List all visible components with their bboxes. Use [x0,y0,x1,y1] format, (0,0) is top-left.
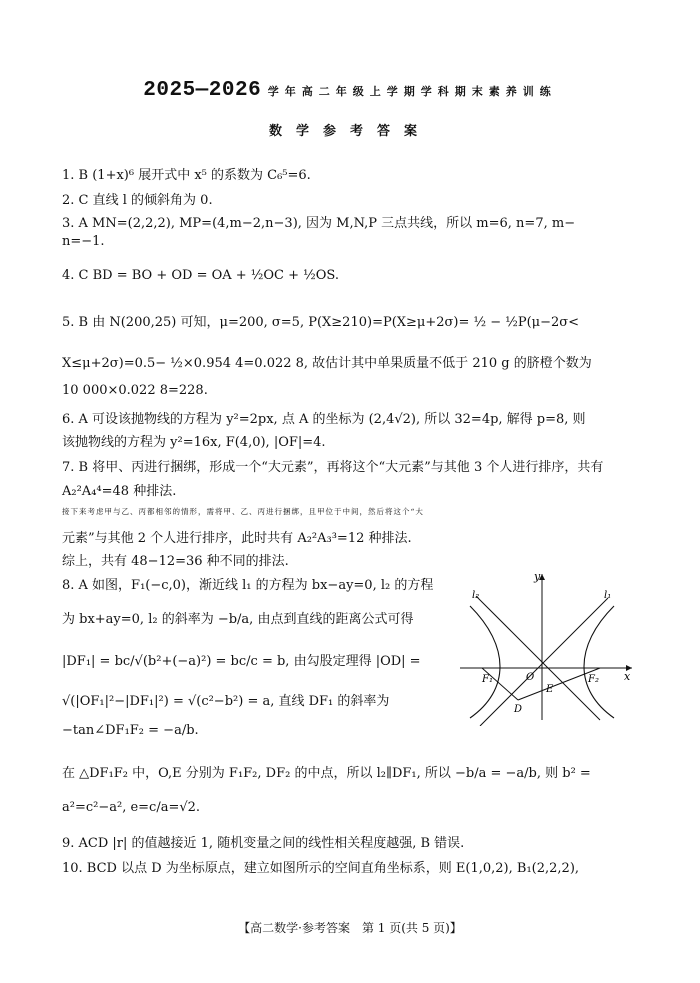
page-title [0,78,700,102]
label-E: E [546,684,554,695]
answer-8-cont-2: |DF₁| = bc/√(b²+(−a)²) = bc/c = b, 由勾股定理得 |OD| = [62,654,421,669]
answer-7-cont-2: 接下来考虑甲与乙、丙都相邻的情形，需将甲、乙、丙进行捆绑，且甲位于中间，然后将这个“大 [62,507,424,516]
label-D: D [514,704,523,715]
label-F1: F₁ [482,674,493,685]
answer-5-cont-2: 10 000×0.022 8=228. [62,383,208,398]
answer-2: 2. C 直线 l 的倾斜角为 0. [62,193,213,208]
answer-1: 1. B (1+x)⁶ 展开式中 x⁵ 的系数为 C₆⁵=6. [62,168,311,183]
title-years: 2025—2026 [143,79,262,102]
hyperbola-left-branch [470,606,500,718]
answer-8-cont-4: −tan∠DF₁F₂ = −a/b. [62,723,199,738]
answer-10: 10. BCD 以点 D 为坐标原点，建立如图所示的空间直角坐标系，则 E(1,0,2), B₁(2,2,2), [62,861,580,876]
page-footer: 【高二数学·参考答案 第 1 页(共 5 页)】 [238,921,462,935]
answer-3-cont: n=−1. [62,234,105,249]
label-O: O [526,672,535,683]
answer-8-cont-3: √(|OF₁|²−|DF₁|²) = √(c²−b²) = a, 直线 DF₁ 的斜率为 [62,694,390,709]
answer-8: 8. A 如图，F₁(−c,0)，渐近线 l₁ 的方程为 bx−ay=0, l₂ 的方程 [62,578,434,593]
label-F2: F₂ [588,674,599,685]
asymptote-l2 [476,596,600,720]
answer-7-cont-3: 元素”与其他 2 个人进行排序，此时共有 A₂²A₃³=12 种排法. [62,531,412,546]
hyperbola-right-branch [584,606,614,718]
answer-6: 6. A 可设该抛物线的方程为 y²=2px, 点 A 的坐标为 (2,4√2), 所以 32=4p, 解得 p=8, 则 [62,412,586,427]
title-rest: 学年高二年级上学期学科期末素养训练 [267,85,557,98]
answer-8-cont-6: a²=c²−a², e=c/a=√2. [62,800,201,815]
answer-7-cont-1: A₂²A₄⁴=48 种排法. [62,484,177,499]
label-l2: l₂ [472,590,480,601]
answer-7: 7. B 将甲、丙进行捆绑，形成一个“大元素”，再将这个“大元素”与其他 3 个人进行排序，共有 [62,460,604,475]
answer-4: 4. C BD = BO + OD = OA + ½OC + ½OS. [62,268,339,283]
answer-3: 3. A MN=(2,2,2), MP=(4,m−2,n−3), 因为 M,N,P 三点共线，所以 m=6, n=7, m− [62,216,576,231]
answer-5-cont-1: X≤μ+2σ)=0.5− ½×0.954 4=0.022 8, 故估计其中单果质量不低于 210 g 的脐橙个数为 [62,356,592,371]
answer-7-cont-4: 综上，共有 48−12=36 种不同的排法. [62,554,289,569]
answer-9: 9. ACD |r| 的值越接近 1, 随机变量之间的线性相关程度越强, B 错误. [62,836,465,851]
label-l1: l₁ [604,590,612,601]
answer-5: 5. B 由 N(200,25) 可知，μ=200, σ=5, P(X≥210)=P(X≥μ+2σ)= ½ − ½P(μ−2σ< [62,315,580,330]
answer-8-cont-5: 在 △DF₁F₂ 中，O,E 分别为 F₁F₂, DF₂ 的中点，所以 l₂∥DF₁, 所以 −b/a = −a/b, 则 b² = [62,766,591,781]
label-y: y [534,570,541,583]
label-x: x [624,670,631,683]
answer-6-cont: 该抛物线的方程为 y²=16x, F(4,0), |OF|=4. [62,435,326,450]
asymptote-l1 [480,598,608,726]
page-subtitle: 数学参考答案 [268,124,431,139]
answer-8-cont-1: 为 bx+ay=0, l₂ 的斜率为 −b/a, 由点到直线的距离公式可得 [62,612,414,627]
hyperbola-figure [440,568,640,726]
